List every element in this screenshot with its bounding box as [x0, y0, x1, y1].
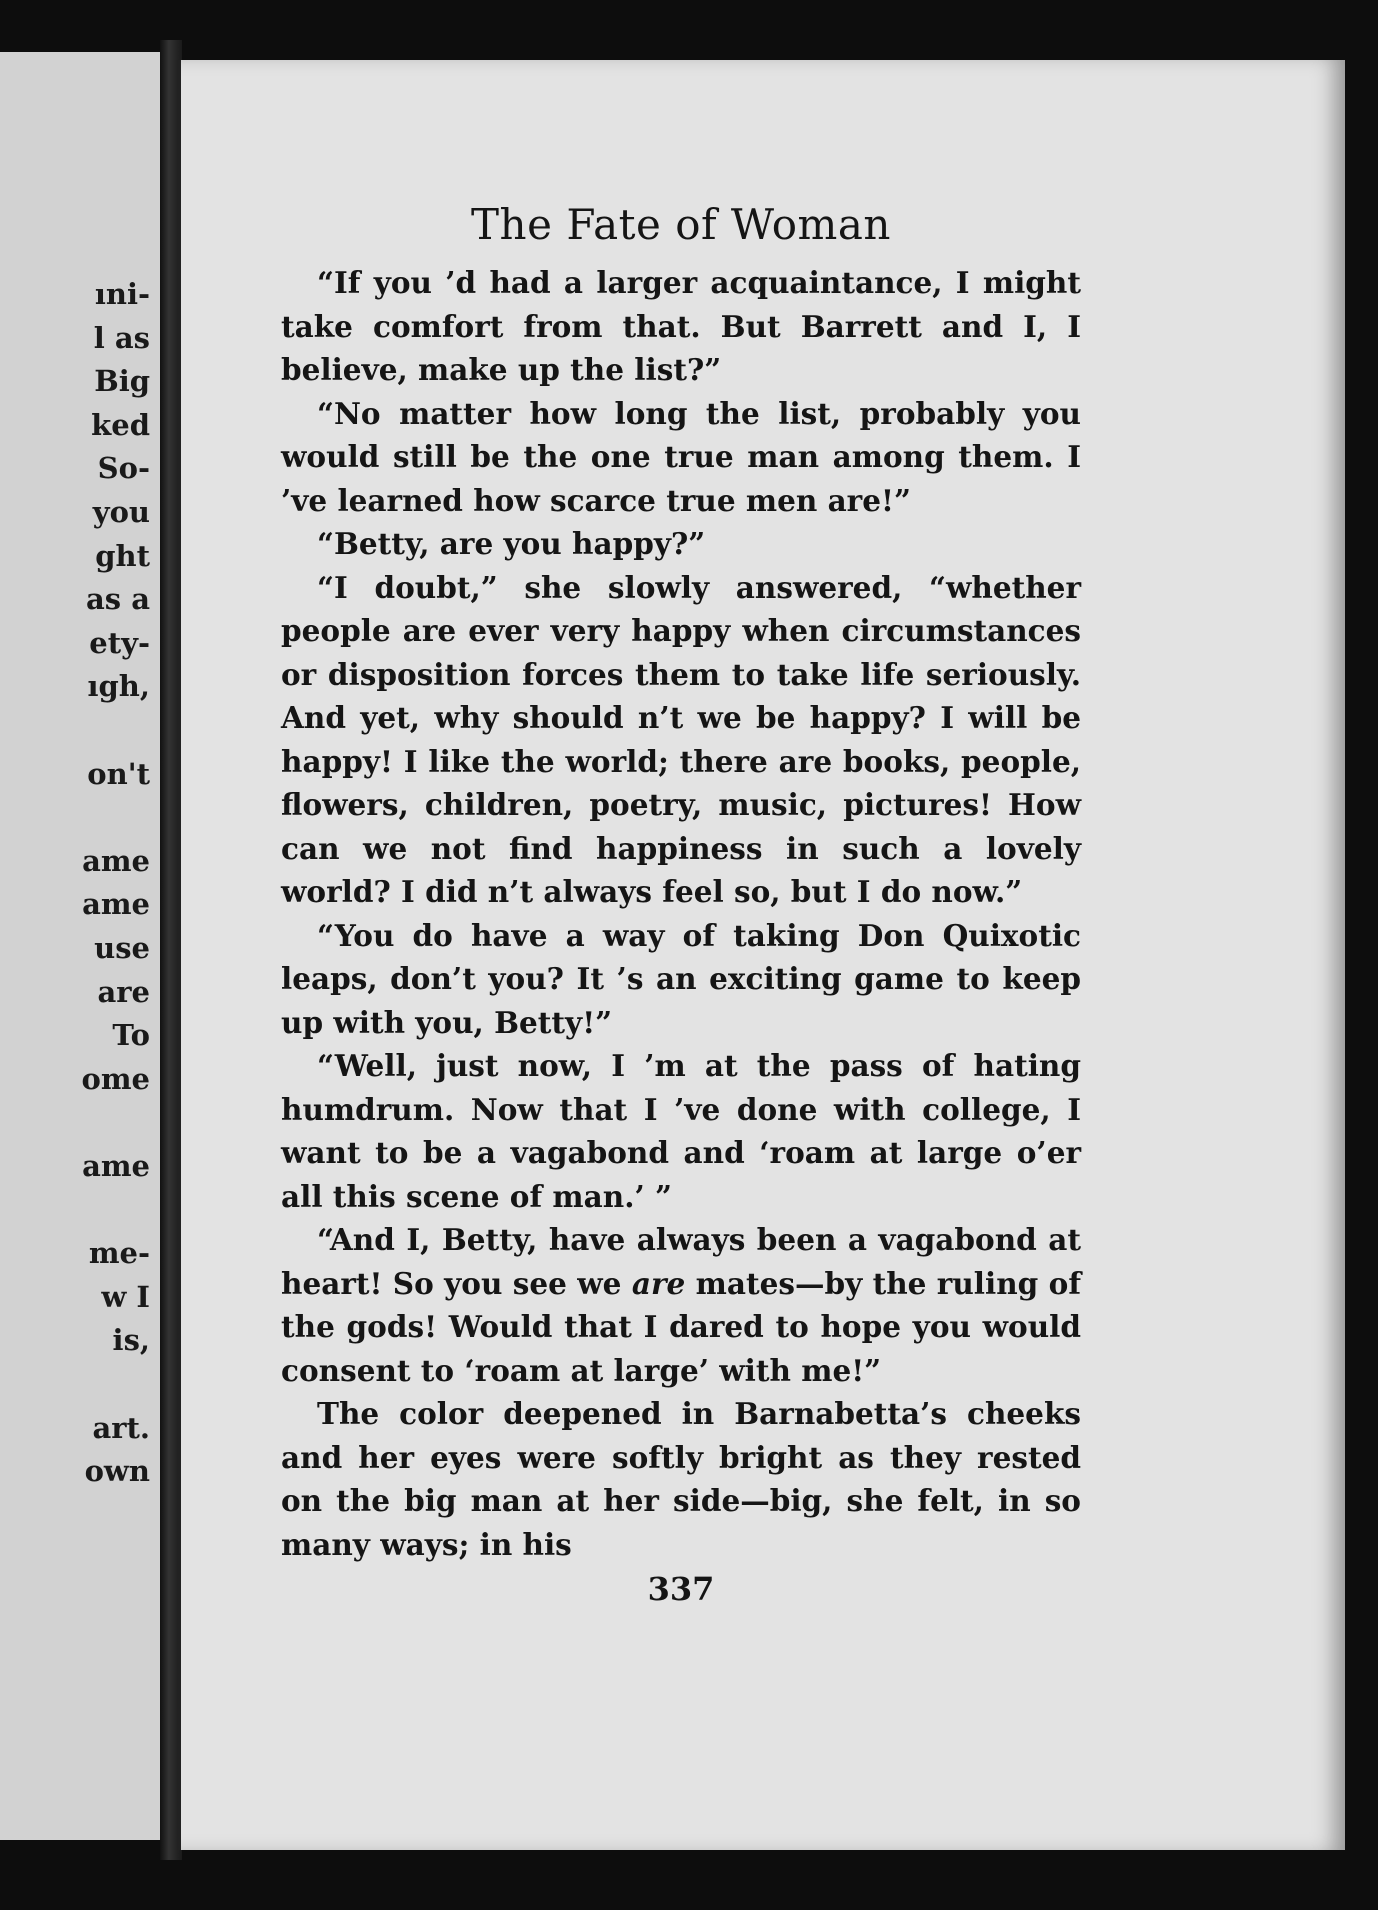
facing-page-fragment: me-	[88, 1236, 150, 1271]
facing-page-fragment: ıgh,	[87, 669, 150, 704]
paragraph: The color deepened in Barnabetta’s cheeks and her eyes were softly bright as they rested on the big man at her side—big, she felt, in so many ways; in his	[281, 1396, 1081, 1562]
facing-page-fragment: you	[92, 495, 150, 529]
paragraph: “No matter how long the list, probably you would still be the one true man among them. I ’ve learned how scarce true men are!”	[281, 395, 1081, 518]
facing-page-fragment: Big	[94, 364, 150, 399]
facing-page-fragment: ght	[95, 538, 150, 573]
facing-page-fragment: w I	[101, 1279, 150, 1314]
facing-page-fragment: So-	[97, 451, 150, 486]
facing-page-fragment: l as	[93, 320, 150, 355]
facing-page-fragment: are	[97, 974, 150, 1009]
facing-page-fragment: ome	[81, 1061, 150, 1096]
facing-page-fragment: as a	[85, 582, 150, 617]
italic-word: are	[631, 1265, 686, 1301]
facing-page-fragment: ıni-	[94, 277, 150, 311]
facing-page-fragment: own	[84, 1454, 150, 1489]
paragraph: “If you ’d had a larger acquaintance, I might take comfort from that. But Barrett and I, I believe, make up the list?”	[281, 265, 1081, 387]
facing-page-fragment: ked	[91, 407, 150, 442]
facing-page-fragment: is,	[112, 1323, 150, 1358]
running-head: The Fate of Woman	[471, 200, 891, 249]
page-number: 337	[647, 1570, 715, 1608]
page-text-block	[281, 200, 1081, 1608]
facing-page-fragment: ame	[82, 843, 150, 878]
paragraph: “Betty, are you happy?”	[317, 526, 706, 561]
book-page	[178, 60, 1345, 1850]
paragraph: “You do have a way of taking Don Quixotic leaps, don’t you? It ’s an exciting game to keep up with you, Betty!”	[281, 917, 1081, 1040]
facing-page-fragment: on't	[87, 756, 150, 791]
facing-page-fragment: ame	[82, 1149, 150, 1183]
paragraph-text: “And I, Betty, have always been a vagabond at heart! So you see we	[281, 1222, 1081, 1301]
facing-page-fragment: art.	[92, 1410, 150, 1445]
paragraph-text: mates—by the ruling of the gods! Would that I dared to hope you would consent to ‘roam at large’ with me!”	[281, 1265, 1082, 1388]
facing-page-fragment: ame	[82, 887, 150, 922]
facing-page-fragment: ety-	[89, 625, 150, 660]
paragraph: “I doubt,” she slowly answered, “whether people are ever very happy when circumstances or disposition forces them to take life seriously. And yet, why should n’t we be happy? I will be happy! I like the world; there are books, people, flowers, children, poetry, music, pictures! How can we not find happiness in such a lovely world? I did n’t always feel so, but I do now.”	[281, 569, 1081, 909]
facing-page-fragment: To	[112, 1018, 150, 1053]
facing-page-fragment: use	[94, 931, 150, 965]
paragraph: “Well, just now, I ’m at the pass of hating humdrum. Now that I ’ve done with college, I want to be a vagabond and ‘roam at large o’er all this scene of man.’ ”	[281, 1048, 1081, 1214]
facing-page-edge	[0, 52, 160, 1840]
paragraph	[281, 1218, 1081, 1392]
